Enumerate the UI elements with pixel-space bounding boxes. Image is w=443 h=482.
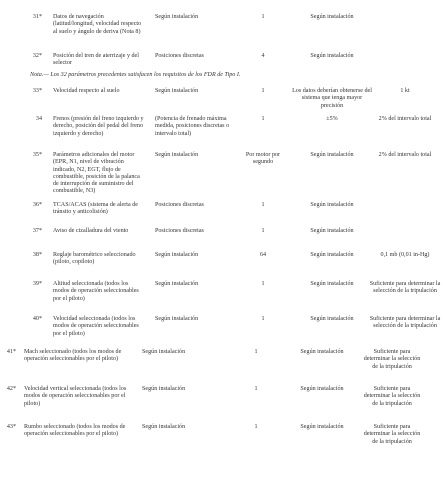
param-accuracy: 1 — [261, 202, 265, 208]
param-number: 37* — [32, 228, 42, 234]
param-range: Según instalación — [155, 252, 199, 258]
param-accuracy: 64 — [259, 252, 267, 258]
param-number: 31* — [32, 14, 42, 20]
param-resolution: Según instalación — [300, 349, 344, 355]
param-number: 35* — [32, 152, 42, 158]
param-description: Parámetros adicionales del motor (EPR, N1, nivel de vibración indicado, N2, EGT, flujo de combustible, posición de la palanca de interrupción de suministro del combustible, N3) — [53, 152, 140, 195]
param-description: Datos de navegación (latitud/longitud, velocidad respecto al suelo y ángulo de deriva (Nota 8) — [53, 14, 142, 35]
param-range: Según instalación — [142, 424, 186, 430]
param-number: 33* — [32, 88, 42, 94]
param-range: Posiciones discretas — [155, 202, 204, 208]
param-interval: 2% del intervalo total — [378, 116, 432, 122]
param-description: Frenos (presión del freno izquierdo y derecho, posición del pedal del freno izquierdo y derecho) — [53, 116, 144, 137]
param-resolution: Los datos deberían obtenerse del sistema que tenga mayor precisión — [292, 88, 372, 109]
param-interval: Suficiente para determinar la selección de la tripulación — [369, 281, 441, 295]
param-range: Según instalación — [142, 386, 186, 392]
param-accuracy: Por motor por segundo — [245, 152, 281, 166]
param-number: 43* — [6, 424, 16, 430]
param-resolution: ±5% — [326, 116, 338, 122]
param-range: (Potencia de frenado máxima medida, posiciones discretas o intervalo total) — [155, 116, 230, 137]
param-description: Mach seleccionado (todos los modos de operación seleccionables por el piloto) — [24, 349, 122, 363]
param-resolution: Según instalación — [310, 316, 354, 322]
param-description: Posición del tren de aterrizaje y del selector — [53, 53, 139, 67]
param-accuracy: 1 — [261, 316, 265, 322]
param-description: Velocidad respecto al suelo — [53, 88, 120, 94]
param-range: Según instalación — [155, 152, 199, 158]
param-range: Según instalación — [155, 14, 199, 20]
param-range: Posiciones discretas — [155, 53, 204, 59]
param-accuracy: 1 — [261, 14, 265, 20]
param-accuracy: 1 — [254, 424, 258, 430]
param-number: 41* — [6, 349, 16, 355]
param-accuracy: 1 — [261, 116, 265, 122]
param-resolution: Según instalación — [310, 14, 354, 20]
param-resolution: Según instalación — [300, 424, 344, 430]
table-note: Nota.— Los 32 parámetros precedentes satisfacen los requisitos de los FDR de Tipo I. — [30, 72, 241, 78]
param-description: Velocidad seleccionada (todos los modos de operación seleccionables por el piloto) — [53, 316, 139, 337]
param-resolution: Según instalación — [310, 281, 354, 287]
param-interval: Suficiente para determinar la selección de la tripulación — [363, 386, 421, 407]
param-interval: 2% del intervalo total — [378, 152, 432, 158]
param-number: 40* — [32, 316, 42, 322]
param-accuracy: 1 — [261, 228, 265, 234]
param-resolution: Según instalación — [310, 228, 354, 234]
param-interval: Suficiente para determinar la selección de la tripulación — [369, 316, 441, 330]
param-accuracy: 1 — [254, 349, 258, 355]
param-range: Según instalación — [155, 316, 199, 322]
param-accuracy: 1 — [261, 88, 265, 94]
param-number: 39* — [32, 281, 42, 287]
param-interval: 0,1 mb (0,01 in-Hg) — [380, 252, 430, 258]
param-description: Reglaje barométrico seleccionado (piloto, copiloto) — [53, 252, 136, 266]
param-resolution: Según instalación — [300, 386, 344, 392]
param-description: Altitud seleccionada (todos los modos de operación seleccionables por el piloto) — [53, 281, 139, 302]
param-resolution: Según instalación — [310, 202, 354, 208]
param-number: 42* — [6, 386, 16, 392]
param-number: 34 — [35, 116, 42, 122]
param-range: Posiciones discretas — [155, 228, 204, 234]
param-range: Según instalación — [142, 349, 186, 355]
param-description: Velocidad vertical seleccionada (todos los modos de operación seleccionables por el piloto) — [24, 386, 127, 407]
param-description: TCAS/ACAS (sistema de alerta de tránsito y anticolisión) — [53, 202, 138, 216]
param-accuracy: 4 — [261, 53, 265, 59]
param-resolution: Según instalación — [310, 53, 354, 59]
param-resolution: Según instalación — [310, 252, 354, 258]
param-accuracy: 1 — [254, 386, 258, 392]
param-interval: Suficiente para determinar la selección de la tripulación — [363, 424, 421, 445]
param-number: 32* — [32, 53, 42, 59]
param-interval: 1 kt — [400, 88, 410, 94]
param-range: Según instalación — [155, 88, 199, 94]
param-number: 36* — [32, 202, 42, 208]
param-resolution: Según instalación — [310, 152, 354, 158]
param-description: Aviso de cizalladura del viento — [53, 228, 129, 234]
param-number: 38* — [32, 252, 42, 258]
param-description: Rumbo seleccionado (todos los modos de operación seleccionables por el piloto) — [24, 424, 126, 438]
param-interval: Suficiente para determinar la selección de la tripulación — [363, 349, 421, 370]
param-range: Según instalación — [155, 281, 199, 287]
param-accuracy: 1 — [261, 281, 265, 287]
